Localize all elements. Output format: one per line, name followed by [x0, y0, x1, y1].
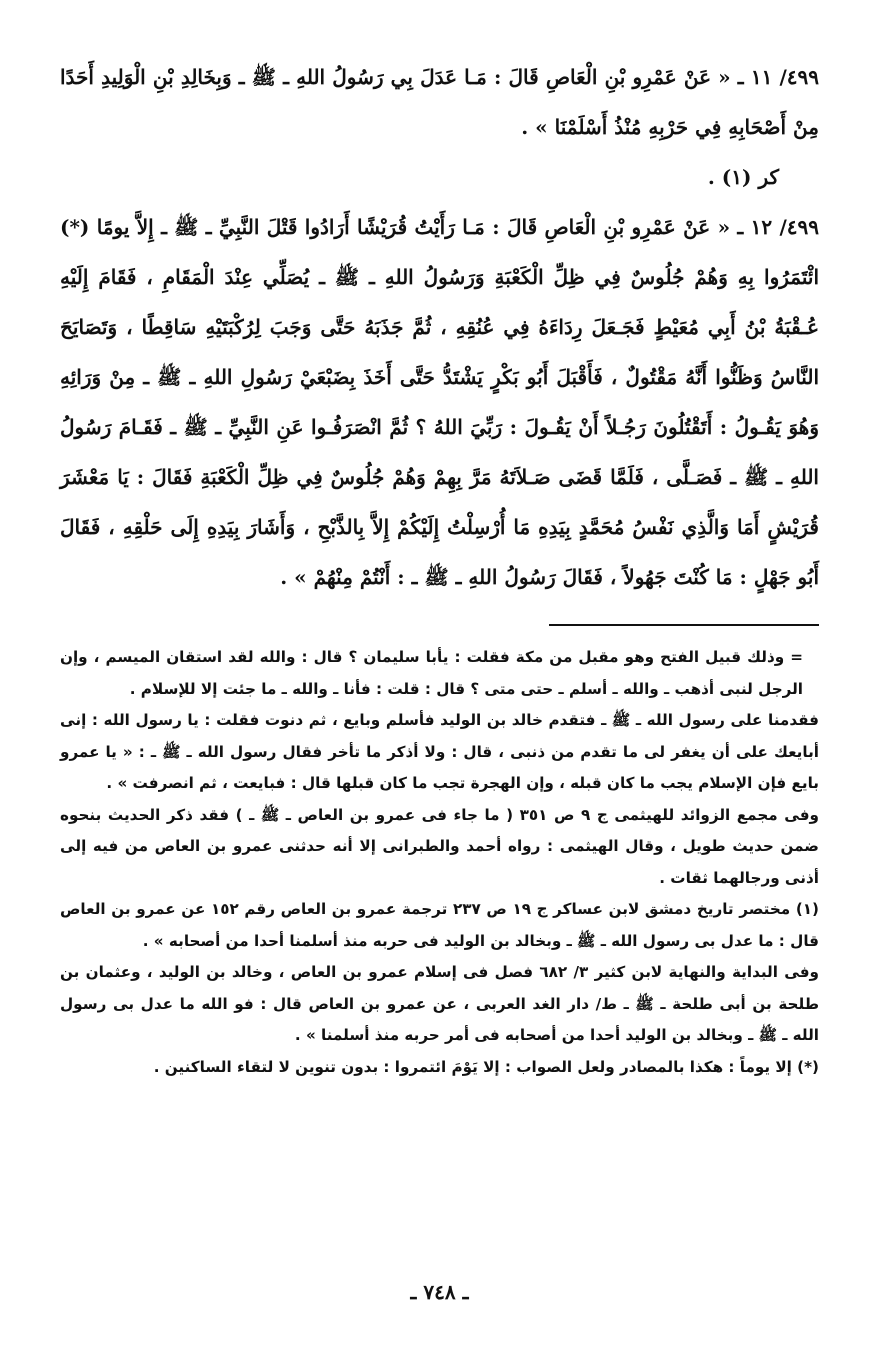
footnote-star: (*) إلا يوماً : هكذا بالمصادر ولعل الصواب : إلا يَوْمَ ائتمروا : بدون تنوين لا لتقاء الساكنين .: [153, 1057, 819, 1076]
footnote-continuation-3: وفى مجمع الزوائد للهيثمى ج ٩ ص ٣٥١ ( ما جاء فى عمرو بن العاص ـ ﷺ ـ ) فقد ذكر الحديث بنحوه ضمن حديث طويل ، وقال الهيثمى : رواه أحمد والطبرانى إلا أنه حدثنى عمرو بن العاص من فيه إلى أذنى ورجالهما ثقات .: [60, 805, 819, 887]
hadith-12-text: ٤٩٩/ ١٢ ـ « عَنْ عَمْرِو بْنِ الْعَاصِ قَالَ : مَـا رَأَيْتُ قُرَيْشًا أَرَادُوا قَتْلَ النَّبِيِّ ـ ﷺ ـ إِلاَّ يومًا (*) ائْتَمَرُوا بِهِ وَهُمْ جُلُوسٌ فِي ظِلِّ الْكَعْبَةِ وَرَسُولُ اللهِ ـ ﷺ ـ يُصَلِّي عِنْدَ الْمَقَامِ ، فَقَامَ إِلَيْهِ عُـقْبَةُ بْنُ أَبِي مُعَيْطٍ فَجَـعَلَ رِدَاءَهُ فِي عُنُقِهِ ، ثُمَّ جَذَبَهُ حَتَّى وَجَبَ لِرُكْبَتَيْهِ سَاقِطًا ، وَتَصَايَحَ النَّاسُ وَظَنُّوا أَنَّهُ مَقْتُولٌ ، فَأَقْبَلَ أَبُو بَكْرٍ يَشْتَدُّ حَتَّى أَخَذَ بِضَبْعَيْ رَسُولِ اللهِ ـ ﷺ ـ مِنْ وَرَائِهِ وَهُوَ يَقُـولُ : أَتَقْتُلُونَ رَجُـلاً أَنْ يَقُـولَ : رَبِّيَ اللهُ ؟ ثُمَّ انْصَرَفُـوا عَنِ النَّبِيِّ ـ ﷺ ـ فَقَـامَ رَسُولُ اللهِ ـ ﷺ ـ فَصَـلَّى ، فَلَمَّا قَضَى صَـلاَتَهُ مَرَّ بِهِمْ وَهُمْ جُلُوسٌ فِي ظِلِّ الْكَعْبَةِ فَقَالَ : يَا مَعْشَرَ قُرَيْشٍ أَمَا وَالَّذِي نَفْسُ مُحَمَّدٍ بِيَدِهِ مَا أُرْسِلْتُ إِلَيْكُمْ إِلاَّ بِالذَّبْحِ ، وَأَشَارَ بِيَدِهِ إِلَى حَلْقِهِ ، فَقَالَ أَبُو جَهْلٍ : مَا كُنْتَ جَهُولاً ، فَقَالَ رَسُولُ اللهِ ـ ﷺ ـ : أَنْتُمْ مِنْهُمْ » .: [60, 215, 819, 589]
hadith-11-text: ٤٩٩/ ١١ ـ « عَنْ عَمْرِو بْنِ الْعَاصِ قَالَ : مَـا عَدَلَ بِي رَسُولُ اللهِ ـ ﷺ ـ وَبِخَالِدِ بْنِ الْوَلِيدِ أَحَدًا مِنْ أَصْحَابِهِ فِي حَرْبِهِ مُنْذُ أَسْلَمْنَا » .: [60, 65, 819, 139]
footnote-1-continuation: وفى البداية والنهاية لابن كثير ٣/ ٦٨٢ فصل فى إسلام عمرو بن العاص ، وخالد بن الوليد ، وعثمان بن طلحة بن أبى طلحة ـ ﷺ ـ ط/ دار الغد العربى ، عن عمرو بن العاص قال : فو الله ما عدل بى رسول الله ـ ﷺ ـ وبخالد بن الوليد أحدا من أصحابه فى أمر حربه منذ أسلمنا » .: [60, 963, 819, 1044]
footnote-separator: [549, 624, 819, 626]
footnotes: [60, 642, 819, 1083]
main-text: [60, 52, 819, 602]
hadith-11-source: كر (١) .: [707, 165, 779, 189]
page-number: ـ ٧٤٨ ـ: [410, 1280, 469, 1304]
footnote-continuation-1: = وذلك قبيل الفتح وهو مقبل من مكة فقلت : يأبا سليمان ؟ قال : والله لقد استقان الميسم ، وإن الرجل لنبى أذهب ـ والله ـ أسلم ـ حتى متى ؟ قال : قلت : فأنا ـ والله ـ ما جئت إلا للإسلام .: [60, 648, 803, 698]
footnote-1: (١) مختصر تاريخ دمشق لابن عساكر ج ١٩ ص ٢٣٧ ترجمة عمرو بن العاص رقم ١٥٢ عن عمرو بن العاص قال : ما عدل بى رسول الله ـ ﷺ ـ وبخالد بن الوليد فى حربه منذ أسلمنا أحدا من أصحابه » .: [60, 900, 819, 950]
footnote-continuation-2: فقدمنا على رسول الله ـ ﷺ ـ فتقدم خالد بن الوليد فأسلم وبايع ، ثم دنوت فقلت : يا رسول الله : إنى أبايعك على أن يغفر لى ما تقدم من ذنبى ، قال : ولا أذكر ما تأخر فقال رسول الله ـ ﷺ ـ : « يا عمرو بايع فإن الإسلام يجب ما كان قبله ، وإن الهجرة تجب ما كان قبلها قال : فبايعت ، ثم انصرفت » .: [60, 711, 819, 792]
